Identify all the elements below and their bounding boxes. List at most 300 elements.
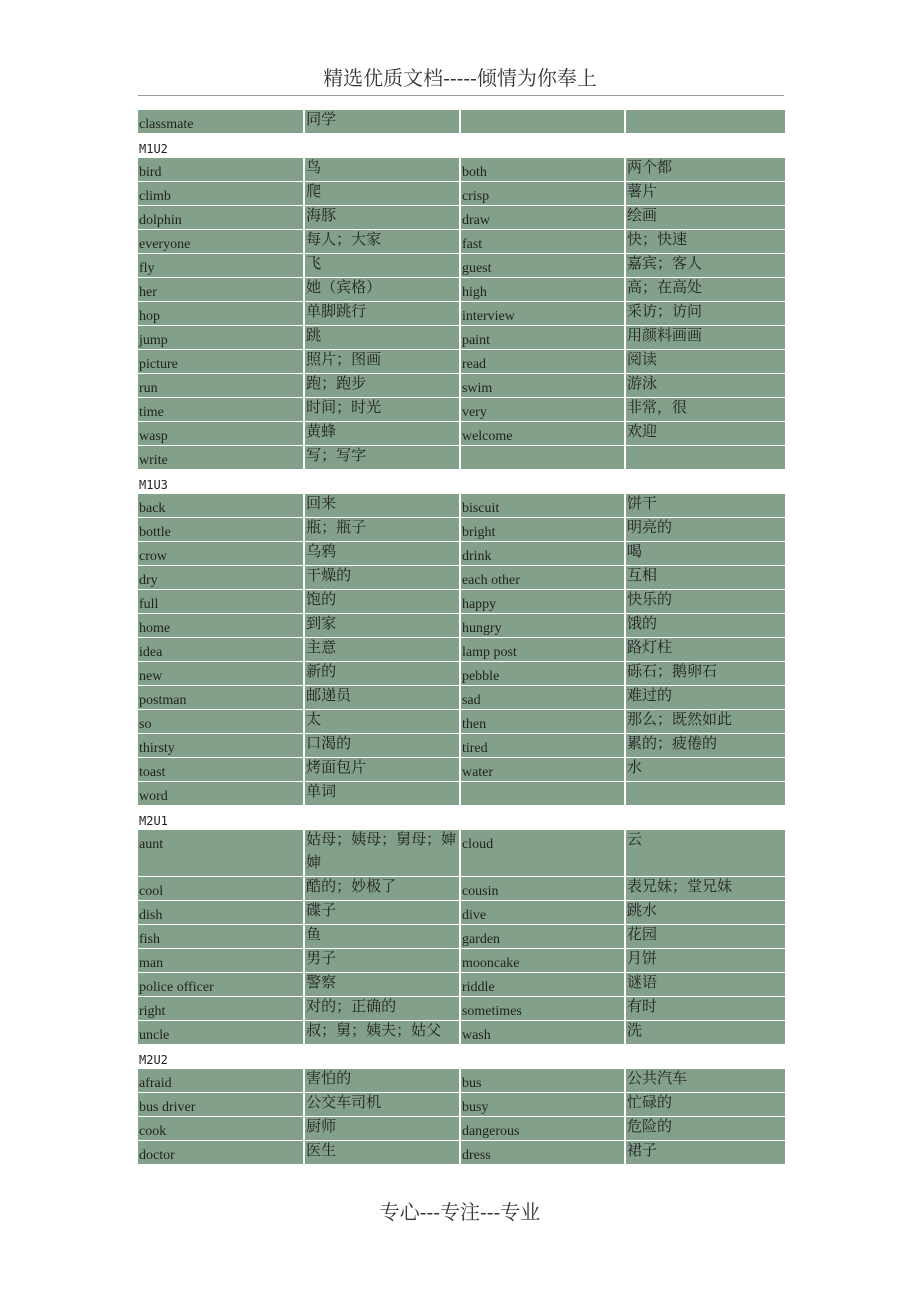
english-word: mooncake [461,956,520,971]
vocab-table [138,494,785,806]
chinese-meaning: 瓶；瓶子 [306,518,367,536]
table-cell [460,542,625,566]
table-cell [460,398,625,422]
english-word: full [139,597,159,612]
table-cell [138,925,304,949]
table-cell [304,326,460,350]
table-row [138,925,785,949]
vocab-section-m1u2 [138,134,785,470]
table-cell [138,542,304,566]
table-cell [625,758,785,782]
table-cell [460,182,625,206]
chinese-meaning: 医生 [306,1141,337,1159]
english-word: tired [461,741,488,756]
table-cell [304,901,460,925]
table-cell [625,901,785,925]
chinese-meaning: 碟子 [306,901,337,919]
table-cell [304,542,460,566]
table-row [138,638,785,662]
english-word: back [139,501,166,516]
chinese-meaning: 新的 [306,662,337,680]
table-cell [138,758,304,782]
english-word: jump [139,333,168,348]
chinese-meaning: 薯片 [627,182,658,200]
english-word: hungry [461,621,502,636]
table-cell [460,110,625,134]
table-cell [625,158,785,182]
english-word: right [139,1004,166,1019]
chinese-meaning: 砾石；鹅卵石 [627,662,718,680]
chinese-meaning: 难过的 [627,686,673,704]
chinese-meaning: 饱的 [306,590,337,608]
table-row [138,302,785,326]
chinese-meaning: 邮递员 [306,686,352,704]
table-cell [625,278,785,302]
table-cell [625,206,785,230]
table-cell [460,254,625,278]
chinese-meaning: 谜语 [627,973,658,991]
table-row [138,758,785,782]
table-cell [138,158,304,182]
table-cell [304,110,460,134]
chinese-meaning: 危险的 [627,1117,673,1135]
table-cell [625,542,785,566]
table-cell [304,949,460,973]
english-word: dive [461,908,487,923]
table-row [138,997,785,1021]
table-cell [304,1141,460,1165]
english-word: toast [139,765,166,780]
english-word: doctor [139,1148,175,1163]
table-cell [304,446,460,470]
table-row [138,1069,785,1093]
english-word: riddle [461,980,495,995]
chinese-meaning: 鸟 [306,158,322,176]
chinese-meaning: 欢迎 [627,422,658,440]
table-cell [138,638,304,662]
table-cell [460,925,625,949]
chinese-meaning: 男子 [306,949,337,967]
table-cell [304,1093,460,1117]
table-row [138,254,785,278]
table-cell [460,350,625,374]
table-cell [304,374,460,398]
table-cell [625,110,785,134]
section-title: M1U2 [139,142,168,156]
table-cell [304,758,460,782]
english-word: interview [461,309,515,324]
table-cell [138,614,304,638]
header-divider [138,95,784,96]
table-cell [138,326,304,350]
english-word: wash [461,1028,491,1043]
english-word: drink [461,549,492,564]
section-title: M1U3 [139,478,168,492]
english-word: afraid [139,1076,172,1091]
chinese-meaning: 公交车司机 [306,1093,382,1111]
table-cell [625,710,785,734]
chinese-meaning: 快；快速 [627,230,688,248]
table-cell [138,830,304,877]
table-cell [138,1141,304,1165]
chinese-meaning: 花园 [627,925,658,943]
chinese-meaning: 水 [627,758,643,776]
section-title: M2U1 [139,814,168,828]
table-cell [460,1021,625,1045]
english-word: hop [139,309,160,324]
table-cell [138,566,304,590]
chinese-meaning: 黄蜂 [306,422,337,440]
table-cell [304,782,460,806]
table-cell [625,302,785,326]
english-word: happy [461,597,497,612]
table-cell [460,158,625,182]
english-word: cloud [461,837,494,852]
table-cell [625,949,785,973]
english-word: fast [461,237,483,252]
table-row [138,158,785,182]
table-cell [625,1093,785,1117]
table-cell [138,1093,304,1117]
table-row [138,949,785,973]
chinese-meaning: 单脚跳行 [306,302,367,320]
table-row [138,566,785,590]
vocab-table [138,158,785,470]
table-cell [625,1069,785,1093]
chinese-meaning: 海豚 [306,206,337,224]
english-word: fly [139,261,155,276]
table-cell [138,1069,304,1093]
table-cell [304,566,460,590]
table-cell [304,254,460,278]
english-word: busy [461,1100,489,1115]
table-cell [138,901,304,925]
table-cell [138,590,304,614]
table-cell [138,686,304,710]
chinese-meaning: 游泳 [627,374,658,392]
table-cell [138,949,304,973]
english-word: classmate [139,117,194,132]
english-word: time [139,405,164,420]
english-word: dry [139,573,158,588]
table-cell [304,734,460,758]
english-word: aunt [139,837,164,852]
table-cell [460,1141,625,1165]
chinese-meaning: 饿的 [627,614,658,632]
table-row [138,877,785,901]
vocab-section-m2u2 [138,1045,785,1165]
chinese-meaning: 姑母；姨母；舅母；婶婶 [306,830,457,871]
english-word: lamp post [461,645,517,660]
table-row [138,446,785,470]
english-word: cool [139,884,164,899]
chinese-meaning: 非常，很 [627,398,688,416]
english-word: dish [139,908,163,923]
table-cell [460,638,625,662]
table-cell [460,566,625,590]
chinese-meaning: 单词 [306,782,337,800]
table-row [138,590,785,614]
table-cell [138,734,304,758]
table-cell [460,997,625,1021]
table-cell [625,782,785,806]
table-row [138,662,785,686]
table-cell [625,973,785,997]
page-header: 精选优质文档-----倾情为你奉上 [323,66,597,90]
table-row [138,1117,785,1141]
table-cell [460,302,625,326]
chinese-meaning: 飞 [306,254,322,272]
chinese-meaning: 照片；图画 [306,350,382,368]
table-cell [625,446,785,470]
table-cell [460,374,625,398]
table-cell [460,446,625,470]
table-cell [460,1117,625,1141]
table-cell [625,494,785,518]
chinese-meaning: 采访；访问 [627,302,703,320]
table-row [138,1021,785,1045]
chinese-meaning: 有时 [627,997,658,1015]
table-cell [304,230,460,254]
table-cell [304,614,460,638]
table-cell [625,734,785,758]
english-word [462,782,623,790]
table-cell [625,614,785,638]
table-row [138,278,785,302]
table-cell [460,734,625,758]
english-word [462,446,623,454]
table-cell [460,422,625,446]
vocab-table [138,110,785,134]
chinese-meaning: 跳水 [627,901,658,919]
vocab-table [138,1069,785,1165]
table-cell [304,925,460,949]
english-word: crow [139,549,167,564]
table-cell [138,374,304,398]
table-row [138,494,785,518]
table-cell [304,877,460,901]
table-row [138,326,785,350]
english-word: then [461,717,487,732]
table-cell [138,350,304,374]
table-cell [625,638,785,662]
table-cell [625,590,785,614]
chinese-meaning: 那么；既然如此 [627,710,733,728]
vocab-section-m2u1 [138,806,785,1045]
english-word: new [139,669,163,684]
english-word: sad [461,693,481,708]
table-cell [625,830,785,877]
english-word: pebble [461,669,500,684]
table-cell [304,638,460,662]
table-cell [625,566,785,590]
table-row [138,973,785,997]
table-cell [460,614,625,638]
table-cell [138,494,304,518]
table-row [138,901,785,925]
table-row [138,710,785,734]
english-word: garden [461,932,501,947]
chinese-meaning: 嘉宾；客人 [627,254,703,272]
chinese-meaning: 警察 [306,973,337,991]
table-row [138,182,785,206]
chinese-meaning: 爬 [306,182,322,200]
chinese-meaning: 她（宾格） [306,278,382,296]
table-cell [138,973,304,997]
chinese-meaning: 月饼 [627,949,658,967]
table-cell [304,710,460,734]
table-cell [460,830,625,877]
chinese-meaning: 对的；正确的 [306,997,397,1015]
chinese-meaning: 干燥的 [306,566,352,584]
table-cell [138,662,304,686]
vocab-section-m1u3 [138,470,785,806]
table-cell [304,182,460,206]
english-word: run [139,381,158,396]
chinese-meaning: 害怕的 [306,1069,352,1087]
table-cell [625,1021,785,1045]
english-word: write [139,453,168,468]
english-word: everyone [139,237,191,252]
chinese-meaning: 裙子 [627,1141,658,1159]
table-cell [460,758,625,782]
chinese-meaning: 回来 [306,494,337,512]
chinese-meaning: 累的；疲倦的 [627,734,718,752]
chinese-meaning: 酷的；妙极了 [306,877,397,895]
table-row [138,734,785,758]
table-cell [625,422,785,446]
chinese-meaning: 时间；时光 [306,398,382,416]
chinese-meaning: 每人；大家 [306,230,382,248]
table-cell [460,949,625,973]
vocab-section-0 [138,110,785,134]
english-word: picture [139,357,178,372]
table-cell [138,398,304,422]
english-word: fish [139,932,160,947]
table-row [138,1141,785,1165]
table-row [138,614,785,638]
table-cell [625,374,785,398]
table-cell [304,302,460,326]
english-word: biscuit [461,501,500,516]
table-cell [625,326,785,350]
english-word: so [139,717,152,732]
english-word: word [139,789,168,804]
table-row [138,422,785,446]
table-row [138,686,785,710]
chinese-meaning: 厨师 [306,1117,337,1135]
table-cell [138,230,304,254]
chinese-meaning: 明亮的 [627,518,673,536]
english-word: bird [139,165,162,180]
table-cell [460,782,625,806]
table-cell [625,997,785,1021]
table-cell [625,398,785,422]
english-word: bottle [139,525,171,540]
chinese-meaning: 高；在高处 [627,278,703,296]
english-word: water [461,765,494,780]
english-word: dress [461,1148,491,1163]
table-cell [460,686,625,710]
table-cell [460,973,625,997]
chinese-meaning: 太 [306,710,322,728]
table-cell [625,925,785,949]
table-cell [460,326,625,350]
table-cell [138,997,304,1021]
table-cell [460,1069,625,1093]
table-cell [138,518,304,542]
table-cell [460,1093,625,1117]
table-cell [460,230,625,254]
english-word [462,110,623,118]
english-word: uncle [139,1028,170,1043]
english-word: paint [461,333,490,348]
chinese-meaning: 阅读 [627,350,658,368]
table-cell [304,350,460,374]
english-word: cousin [461,884,499,899]
table-cell [460,518,625,542]
table-row [138,1093,785,1117]
table-cell [138,1021,304,1045]
table-cell [304,206,460,230]
chinese-meaning: 表兄妹；堂兄妹 [627,877,733,895]
table-cell [460,662,625,686]
table-cell [460,206,625,230]
chinese-meaning: 饼干 [627,494,658,512]
table-cell [625,1141,785,1165]
table-cell [460,494,625,518]
table-row [138,830,785,877]
table-cell [304,518,460,542]
table-cell [460,877,625,901]
english-word: police officer [139,980,214,995]
chinese-meaning: 写；写字 [306,446,367,464]
table-cell [138,254,304,278]
table-cell [625,254,785,278]
english-word: bus driver [139,1100,196,1115]
table-cell [460,710,625,734]
table-row [138,782,785,806]
chinese-meaning: 跳 [306,326,322,344]
chinese-meaning: 叔；舅；姨夫；姑父 [306,1021,442,1039]
english-word: wasp [139,429,168,444]
vocab-table [138,830,785,1045]
table-cell [138,446,304,470]
table-cell [304,1117,460,1141]
table-cell [304,422,460,446]
english-word: idea [139,645,163,660]
english-word: high [461,285,487,300]
chinese-meaning: 口渴的 [306,734,352,752]
table-cell [460,901,625,925]
section-title: M2U2 [139,1053,168,1067]
english-word: dangerous [461,1124,520,1139]
english-word: home [139,621,171,636]
chinese-meaning: 跑；跑步 [306,374,367,392]
chinese-meaning: 鱼 [306,925,322,943]
table-cell [460,590,625,614]
table-cell [625,182,785,206]
table-row [138,206,785,230]
chinese-meaning: 洗 [627,1021,643,1039]
chinese-meaning: 两个都 [627,158,673,176]
chinese-meaning: 乌鸦 [306,542,337,560]
english-word: welcome [461,429,513,444]
chinese-meaning: 互相 [627,566,658,584]
vocabulary-content [138,110,785,1165]
table-cell [304,278,460,302]
english-word: man [139,956,164,971]
